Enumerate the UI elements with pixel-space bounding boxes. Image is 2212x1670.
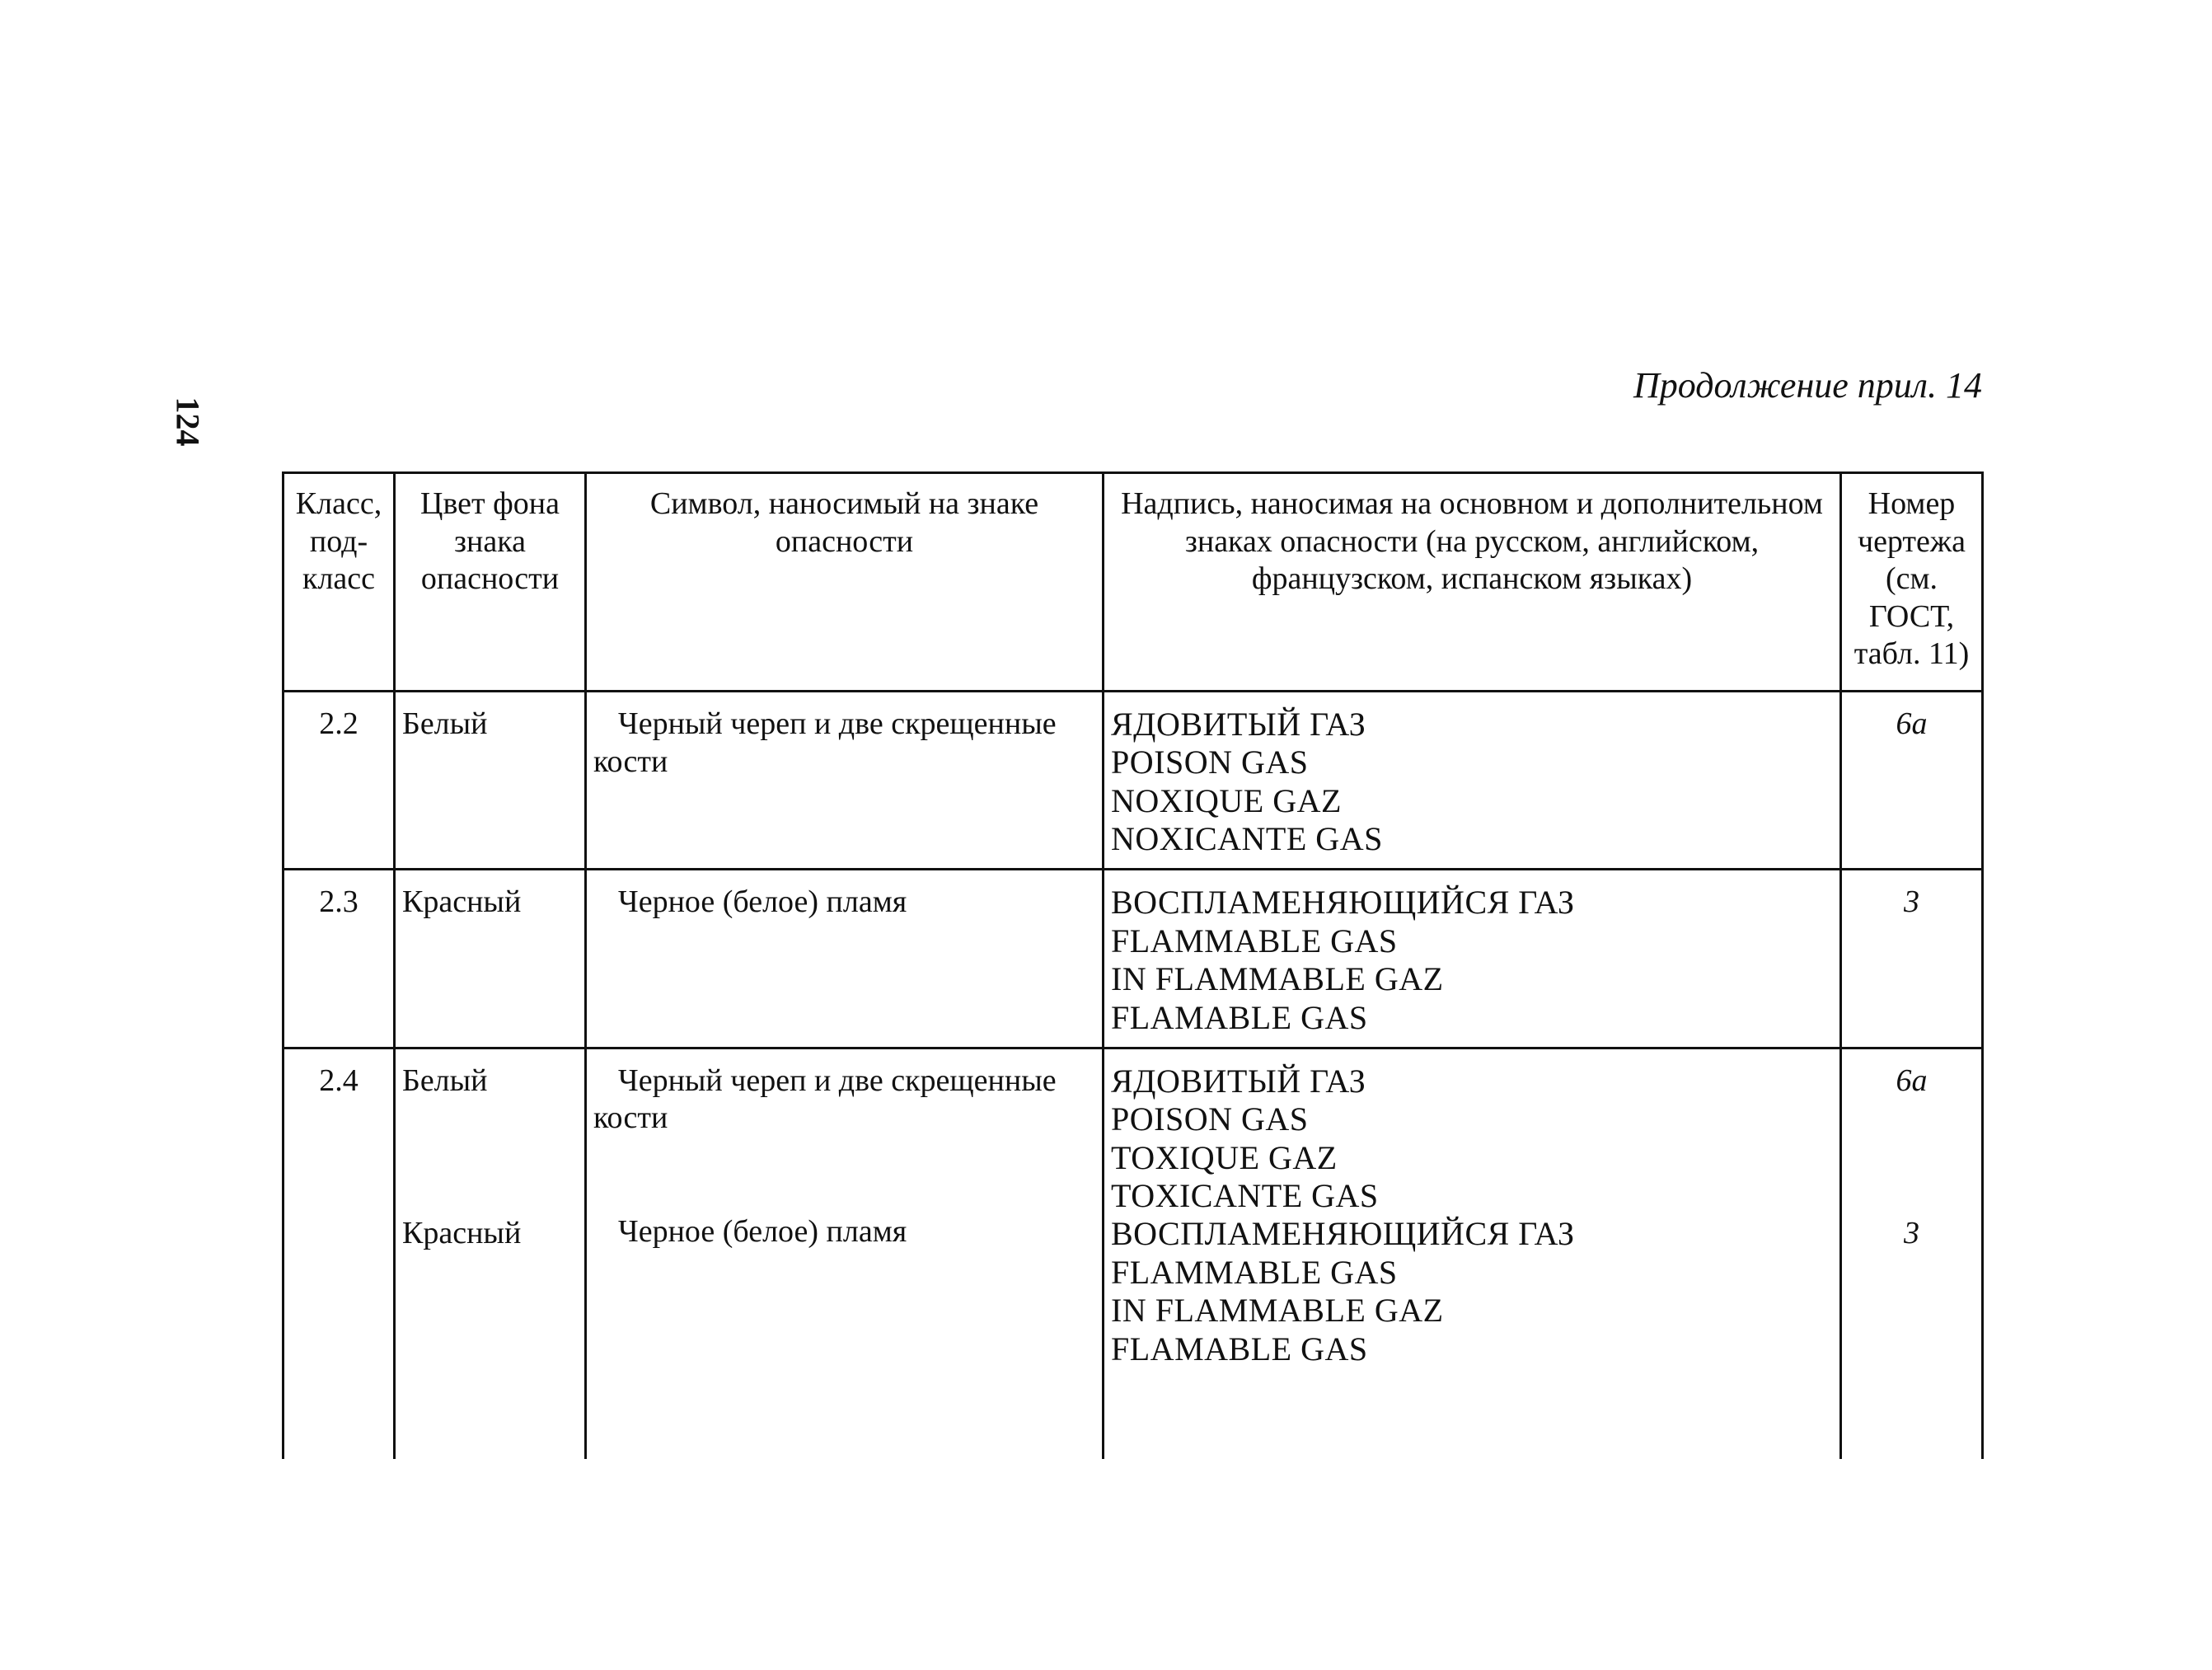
cell-symbol: Черное (белое) пламя — [586, 870, 1104, 1048]
cell-class: 2.2 — [284, 692, 395, 870]
cell-symbol — [586, 1048, 1104, 1459]
cell-class: 2.4 — [284, 1048, 395, 1459]
label-line: NOXIQUE GAZ — [1111, 781, 1342, 819]
spacer — [593, 1138, 1095, 1213]
header-symbol: Символ, наносимый на знаке опасности — [586, 473, 1104, 692]
label-line: ЯДОВИТЫЙ ГАЗ — [1111, 1062, 1366, 1100]
page-number: 124 — [169, 396, 207, 447]
label-line: IN FLAMMABLE GAZ — [1111, 960, 1444, 998]
table-row — [284, 870, 1983, 1048]
cell-drawing — [1841, 1048, 1983, 1459]
drawing-entry: 3 — [1904, 1216, 1919, 1251]
color-entry: Красный — [402, 1216, 522, 1251]
spacer — [1849, 1100, 1975, 1215]
spacer — [402, 1100, 578, 1215]
cell-color — [395, 1048, 586, 1459]
label-line: POISON GAS — [1111, 744, 1309, 781]
cell-color: Белый — [395, 692, 586, 870]
label-line: FLAMABLE GAS — [1111, 998, 1368, 1036]
continuation-caption: Продолжение прил. 14 — [1633, 365, 1982, 406]
color-entry: Белый — [402, 1063, 488, 1098]
label-line: NOXICANTE GAS — [1111, 820, 1383, 858]
label-line: ВОСПЛАМЕНЯЮЩИЙСЯ ГАЗ — [1111, 1215, 1575, 1253]
cell-label — [1104, 1048, 1841, 1459]
cell-class: 2.3 — [284, 870, 395, 1048]
cell-label — [1104, 692, 1841, 870]
cell-drawing: 6а — [1841, 692, 1983, 870]
label-line: FLAMMABLE GAS — [1111, 1253, 1398, 1291]
table-row — [284, 1048, 1983, 1459]
label-line: FLAMMABLE GAS — [1111, 922, 1398, 959]
cell-label — [1104, 870, 1841, 1048]
label-line: FLAMABLE GAS — [1111, 1330, 1368, 1367]
header-drawing: Номер чертежа (см. ГОСТ, табл. 11) — [1841, 473, 1983, 692]
table-row — [284, 692, 1983, 870]
header-label: Надпись, наносимая на основном и дополнительном знаках опасности (на русском, английском, французском, испанском языках) — [1104, 473, 1841, 692]
cell-symbol: Черный череп и две скрещенные кости — [586, 692, 1104, 870]
label-line: ЯДОВИТЫЙ ГАЗ — [1111, 706, 1366, 743]
label-line: POISON GAS — [1111, 1100, 1309, 1138]
symbol-entry: Черное (белое) пламя — [618, 1213, 907, 1249]
label-line: TOXICANTE GAS — [1111, 1176, 1379, 1214]
table-header-row — [284, 473, 1983, 692]
drawing-entry: 6а — [1896, 1063, 1928, 1098]
label-line: IN FLAMMABLE GAZ — [1111, 1292, 1444, 1330]
symbol-entry: Черный череп и две скрещенные кости — [593, 1063, 1057, 1136]
hazard-sign-table — [282, 471, 1984, 1459]
cell-drawing: 3 — [1841, 870, 1983, 1048]
label-line: TOXIQUE GAZ — [1111, 1138, 1338, 1176]
header-color: Цвет фона знака опасности — [395, 473, 586, 692]
header-class: Класс, под- класс — [284, 473, 395, 692]
label-line: ВОСПЛАМЕНЯЮЩИЙСЯ ГАЗ — [1111, 884, 1575, 922]
cell-color: Красный — [395, 870, 586, 1048]
